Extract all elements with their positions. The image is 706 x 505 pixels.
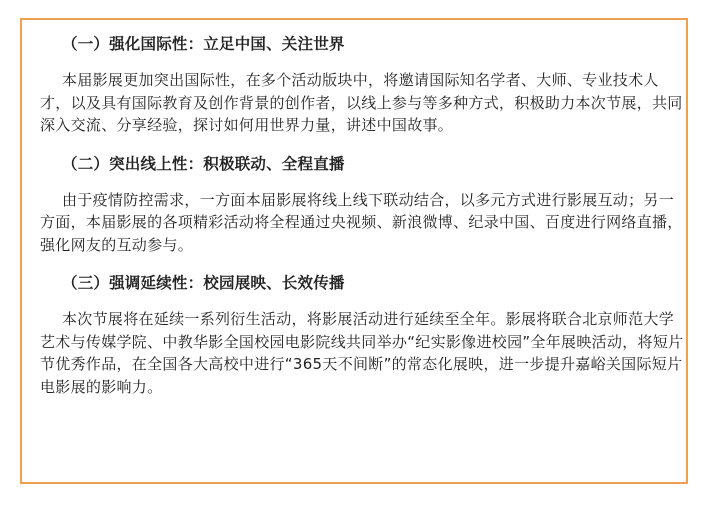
section-paragraph: 本届影展更加突出国际性，在多个活动版块中，将邀请国际知名学者、大师、专业技术人才，以及具有国际教育及创作背景的创作者，以线上参与等多种方式，积极助力本次节展，共同深入交流、分享经验，探讨如何用世界力量，讲述中国故事。 <box>40 71 683 134</box>
section-heading: （一）强化国际性：立足中国、关注世界 <box>62 35 345 53</box>
section-heading: （三）强调延续性：校园展映、长效传播 <box>62 274 345 292</box>
section-1 <box>40 33 686 137</box>
section-paragraph: 由于疫情防控需求，一方面本届影展将线上线下联动结合，以多元方式进行影展互动；另一方面，本届影展的各项精彩活动将全程通过央视频、新浪微博、纪录中国、百度进行网络直播，强化网友的互动参与。 <box>40 190 683 254</box>
section-2 <box>40 153 686 257</box>
section-paragraph: 本次节展将在延续一系列衍生活动，将影展活动进行延续至全年。影展将联合北京师范大学艺术与传媒学院、中教华影全国校园电影院线共同举办“纪实影像进校园”全年展映活动，将短片节优秀作品，在全国各大高校中进行“365天不间断”的常态化展映，进一步提升嘉峪关国际短片电影展的影响力。 <box>40 310 684 396</box>
article-content <box>40 33 686 414</box>
section-heading: （二）突出线上性：积极联动、全程直播 <box>62 154 345 173</box>
section-3 <box>40 272 686 398</box>
